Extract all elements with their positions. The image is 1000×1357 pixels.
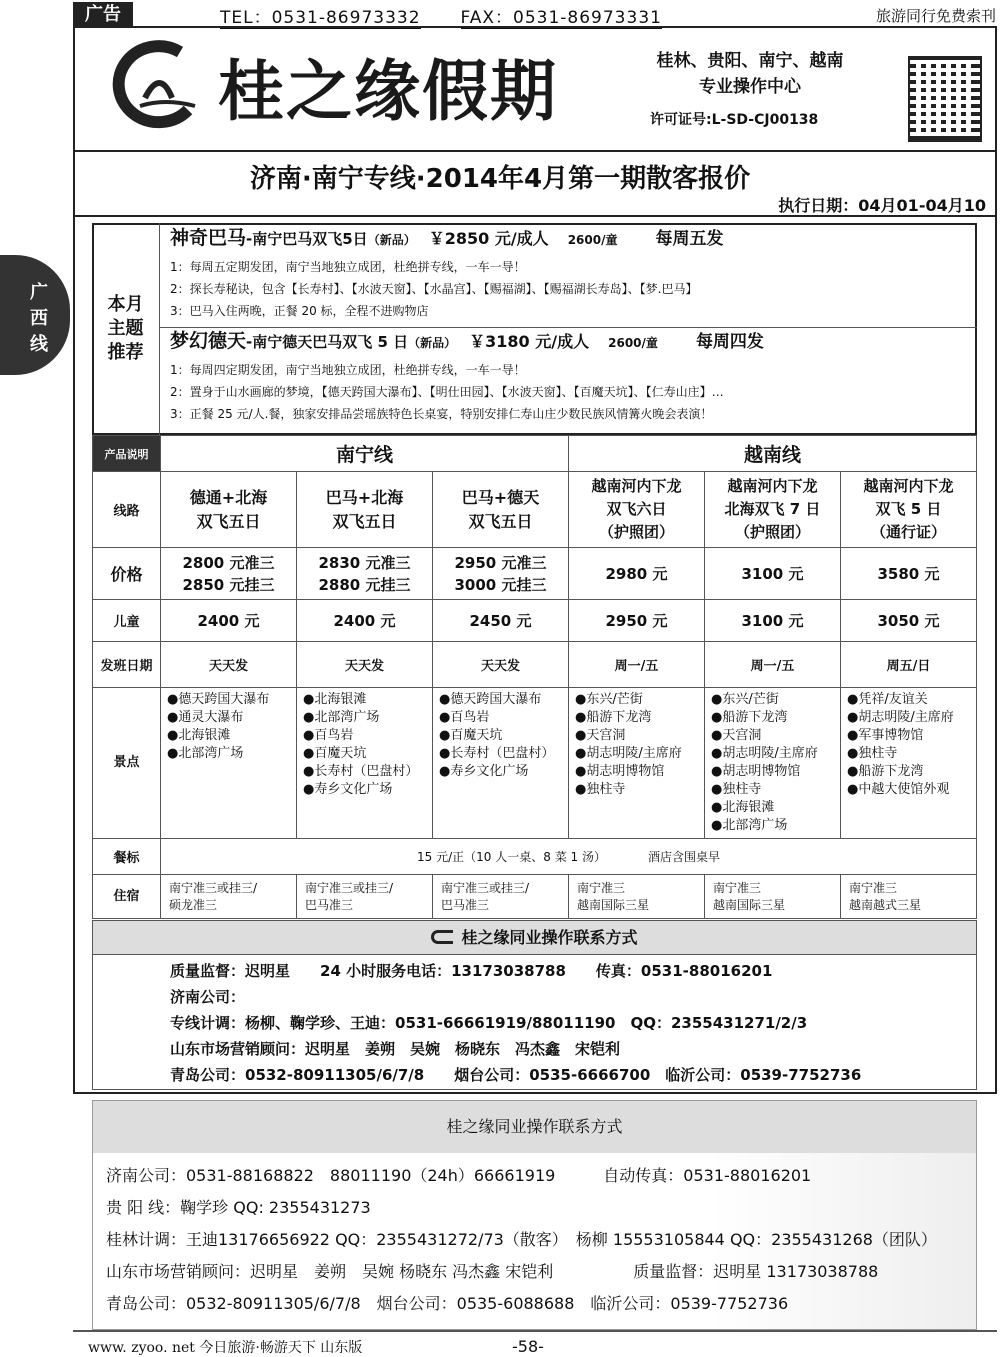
spot-item: ●天宫洞 <box>711 728 762 743</box>
spot-item: ●凭祥/友谊关 <box>847 692 928 707</box>
hotel-line: 巴马准三 <box>305 897 354 912</box>
product-label: 产品说明 <box>93 436 161 472</box>
contact-bar <box>92 920 977 955</box>
spot-item: ●长寿村（巴盘村） <box>303 764 419 779</box>
bottom-line: 济南公司：0531-88168822 88011190（24h）66661919 自动传真：0531-88016201 <box>106 1166 812 1185</box>
row-label: 发班日期 <box>93 642 161 688</box>
price-line: 2850 元挂三 <box>182 575 275 594</box>
depart-row <box>93 642 977 688</box>
route-line: 越南河内下龙 <box>591 477 682 495</box>
product-route: -南宁德天巴马双飞 5 日 <box>246 333 409 351</box>
hotel-line: 南宁准三或挂三/ <box>169 880 258 895</box>
spot-item: ●百鸟岩 <box>303 728 354 743</box>
spot-item: ●北海银滩 <box>303 692 367 707</box>
meal-cell: 15 元/正（10 人一桌、8 菜 1 汤） 酒店含围桌早 <box>161 839 977 875</box>
product-title: 梦幻德天 <box>170 330 247 352</box>
spot-item: ●胡志明博物馆 <box>575 764 665 779</box>
contact-bar-title: 桂之缘同业操作联系方式 <box>461 928 638 947</box>
route-line: 双飞六日 <box>606 500 667 518</box>
route-line: 巴马+北海 <box>325 487 404 507</box>
theme-label-line: 本月 <box>107 294 144 315</box>
spot-item: ●东兴/芒街 <box>711 692 779 707</box>
hotel-cell <box>841 875 977 919</box>
spot-item: ●天宫洞 <box>575 728 626 743</box>
depart-cell: 周五/日 <box>841 642 977 688</box>
bottom-line: 山东市场营销顾问：迟明星 姜朔 吴婉 杨晓东 冯杰鑫 宋铠利 质量监督：迟明星 13173038788 <box>106 1262 879 1281</box>
route-line: （通行证） <box>870 523 946 541</box>
spot-item: ●中越大使馆外观 <box>847 782 950 797</box>
divider <box>73 150 997 152</box>
bottom-contact-title: 桂之缘同业操作联系方式 <box>93 1101 976 1153</box>
brand-regions <box>640 48 860 100</box>
group-vietnam: 越南线 <box>569 436 977 472</box>
spots-cell <box>705 688 841 839</box>
route-line: 越南河内下龙 <box>863 477 954 495</box>
brand-name: 桂之缘假期 <box>218 52 558 130</box>
depart-cell: 天天发 <box>161 642 297 688</box>
spot-item: ●军事博物馆 <box>847 728 924 743</box>
row-label: 价格 <box>93 548 161 600</box>
brand-regions-line: 桂林、贵阳、南宁、越南 <box>656 51 844 71</box>
depart-cell: 天天发 <box>433 642 569 688</box>
price-cell <box>433 548 569 600</box>
row-label: 线路 <box>93 472 161 548</box>
route-line: 越南河内下龙 <box>727 477 818 495</box>
page-headline: 济南·南宁专线·2014年4月第一期散客报价 <box>249 164 751 194</box>
contact-line: 山东市场营销顾问：迟明星 姜朔 吴婉 杨晓东 冯杰鑫 宋铠利 <box>170 1040 621 1058</box>
hotel-line: 南宁准三或挂三/ <box>441 880 530 895</box>
tel-text: TEL：0531-86973332 <box>220 8 421 28</box>
spots-cell <box>297 688 433 839</box>
depart-cell: 天天发 <box>297 642 433 688</box>
route-line: 双飞五日 <box>332 511 397 531</box>
spot-item: ●北海银滩 <box>711 800 775 815</box>
divider <box>73 215 997 217</box>
spots-cell <box>161 688 297 839</box>
route-line: 巴马+德天 <box>461 487 540 507</box>
spots-row <box>93 688 977 839</box>
hotel-cell <box>569 875 705 919</box>
child-cell: 2950 元 <box>569 600 705 642</box>
spot-item: ●独柱寺 <box>711 782 762 797</box>
product-line: 3：正餐 25 元/人.餐，独家安排品尝瑶族特色长桌宴，特别安排仁寿山庄少数民族风情篝火晚会表演！ <box>170 407 713 421</box>
hotel-row <box>93 875 977 919</box>
product-line: 1：每周五定期发团，南宁当地独立成团，杜绝拼专线，一车一导！ <box>170 260 526 274</box>
ad-tag: 广告 <box>73 2 133 28</box>
contact-line: 专线计调：杨柳、鞠学珍、王迪：0531-66661919/88011190 QQ：2355431271/2/3 <box>170 1014 808 1032</box>
product-price: ￥2850 元/成人 <box>428 229 549 248</box>
route-line: 双飞五日 <box>468 511 533 531</box>
route-cell <box>297 472 433 548</box>
spot-item: ●东兴/芒街 <box>575 692 643 707</box>
child-cell: 2400 元 <box>161 600 297 642</box>
hotel-cell <box>705 875 841 919</box>
price-table <box>92 435 977 919</box>
row-label: 儿童 <box>93 600 161 642</box>
spot-item: ●北部湾广场 <box>303 710 380 725</box>
meal-row <box>93 839 977 875</box>
spot-item: ●百魔天坑 <box>303 746 367 761</box>
product-tag: （新品） <box>367 233 410 247</box>
spot-item: ●通灵大瀑布 <box>167 710 244 725</box>
spot-item: ●寿乡文化广场 <box>439 764 529 779</box>
divider <box>160 327 977 328</box>
contact-block <box>170 958 861 1088</box>
hotel-cell <box>297 875 433 919</box>
theme-label-line: 主题 <box>107 318 144 339</box>
theme-label <box>92 223 160 435</box>
child-cell: 2450 元 <box>433 600 569 642</box>
route-row <box>93 472 977 548</box>
price-line: 2800 元准三 <box>182 553 275 572</box>
child-cell: 3100 元 <box>705 600 841 642</box>
price-cell <box>297 548 433 600</box>
group-nanning: 南宁线 <box>161 436 569 472</box>
price-line: 2880 元挂三 <box>318 575 411 594</box>
side-tab-char: 广 <box>30 282 48 303</box>
spot-item: ●船游下龙湾 <box>711 710 788 725</box>
depart-cell: 周一/五 <box>569 642 705 688</box>
row-label: 景点 <box>93 688 161 839</box>
hotel-line: 越南国际三星 <box>577 897 650 912</box>
side-tab-char: 线 <box>30 334 48 355</box>
row-label: 餐标 <box>93 839 161 875</box>
product-schedule: 每周四发 <box>695 332 764 352</box>
product-price: ￥3180 元/成人 <box>469 332 590 351</box>
product-line: 2：置身于山水画廊的梦境，【德天跨国大瀑布】、【明仕田园】、【水波天窗】、【百魔天坑】、【仁寿山庄】… <box>170 385 724 399</box>
route-cell <box>569 472 705 548</box>
price-cell: 3580 元 <box>841 548 977 600</box>
spot-item: ●北海银滩 <box>167 728 231 743</box>
spot-item: ●船游下龙湾 <box>847 764 924 779</box>
bottom-line: 贵 阳 线：鞠学珍 QQ: 2355431273 <box>106 1198 371 1217</box>
license-number: 许可证号:L-SD-CJ00138 <box>650 112 819 128</box>
contact-line: 青岛公司：0532-80911305/6/7/8 烟台公司：0535-6666700 临沂公司：0539-7752736 <box>170 1066 862 1084</box>
price-cell: 2980 元 <box>569 548 705 600</box>
route-line: 双飞五日 <box>196 511 261 531</box>
date-range: 执行日期：04月01-04月10 <box>778 196 986 215</box>
route-cell <box>433 472 569 548</box>
qr-code-icon <box>908 56 982 142</box>
product-item <box>170 331 764 425</box>
footer-divider <box>73 1330 997 1332</box>
contact-topline <box>220 3 702 28</box>
route-line: （护照团） <box>598 523 674 541</box>
spot-item: ●独柱寺 <box>847 746 898 761</box>
hotel-line: 巴马准三 <box>441 897 490 912</box>
depart-cell: 周一/五 <box>705 642 841 688</box>
product-item <box>170 228 724 322</box>
spot-item: ●胡志明陵/主席府 <box>711 746 818 761</box>
route-cell <box>161 472 297 548</box>
hotel-cell <box>161 875 297 919</box>
spot-item: ●百鸟岩 <box>439 710 490 725</box>
fax-text: FAX：0531-86973331 <box>460 8 662 28</box>
magazine-slogan: 旅游同行免费索刊 <box>875 7 996 25</box>
price-cell: 3100 元 <box>705 548 841 600</box>
hotel-line: 南宁准三或挂三/ <box>305 880 394 895</box>
section-side-tab <box>0 255 70 375</box>
page-number: -58- <box>512 1337 544 1356</box>
price-line: 3000 元挂三 <box>454 575 547 594</box>
child-row <box>93 600 977 642</box>
side-tab-char: 西 <box>30 308 48 329</box>
route-line: 北海双飞 7 日 <box>724 500 821 518</box>
brand-center-line: 专业操作中心 <box>699 77 801 97</box>
spot-item: ●胡志明陵/主席府 <box>847 710 954 725</box>
product-title: 神奇巴马 <box>170 227 247 249</box>
product-child-price: 2600/童 <box>608 336 658 350</box>
route-line: 德通+北海 <box>189 487 268 507</box>
spot-item: ●百魔天坑 <box>439 728 503 743</box>
spots-cell <box>841 688 977 839</box>
hotel-cell <box>433 875 569 919</box>
hotel-line: 南宁准三 <box>849 880 898 895</box>
footer-site: www. zyoo. net 今日旅游·畅游天下 山东版 <box>88 1340 363 1356</box>
bottom-line: 青岛公司：0532-80911305/6/7/8 烟台公司：0535-6088688 临沂公司：0539-7752736 <box>106 1294 789 1313</box>
route-line: 双飞 5 日 <box>875 500 942 518</box>
spot-item: ●德天跨国大瀑布 <box>167 692 270 707</box>
spot-item: ●德天跨国大瀑布 <box>439 692 542 707</box>
spot-item: ●胡志明陵/主席府 <box>575 746 682 761</box>
row-label: 住宿 <box>93 875 161 919</box>
spots-cell <box>569 688 705 839</box>
product-line: 1：每周四定期发团，南宁当地独立成团，杜绝拼专线，一车一导！ <box>170 363 526 377</box>
spot-item: ●船游下龙湾 <box>575 710 652 725</box>
contact-line: 济南公司： <box>170 988 246 1006</box>
theme-label-line: 推荐 <box>107 342 144 363</box>
spot-item: ●胡志明博物馆 <box>711 764 801 779</box>
product-schedule: 每周五发 <box>655 229 724 249</box>
price-line: 2830 元准三 <box>318 553 411 572</box>
hotel-line: 南宁准三 <box>713 880 762 895</box>
price-row <box>93 548 977 600</box>
contact-line: 质量监督：迟明星 24 小时服务电话：13173038788 传真：0531-88016201 <box>170 962 773 980</box>
child-cell: 2400 元 <box>297 600 433 642</box>
hotel-line: 越南国际三星 <box>713 897 786 912</box>
spot-item: ●北部湾广场 <box>167 746 244 761</box>
product-line: 3：巴马入住两晚，正餐 20 标，全程不进购物店 <box>170 304 429 318</box>
price-cell <box>161 548 297 600</box>
spot-item: ●北部湾广场 <box>711 818 788 833</box>
child-cell: 3050 元 <box>841 600 977 642</box>
spot-item: ●长寿村（巴盘村） <box>439 746 555 761</box>
hotel-line: 越南越式三星 <box>849 897 922 912</box>
spot-item: ●独柱寺 <box>575 782 626 797</box>
bottom-line: 桂林计调：王迪13176656922 QQ：2355431272/73（散客） 杨柳 15553105844 QQ：2355431268（团队） <box>106 1230 937 1249</box>
route-cell <box>705 472 841 548</box>
price-line: 2950 元准三 <box>454 553 547 572</box>
bottom-contact-text <box>106 1160 937 1320</box>
route-cell <box>841 472 977 548</box>
product-child-price: 2600/童 <box>567 233 618 247</box>
product-route: -南宁巴马双飞5日 <box>246 230 368 248</box>
small-logo-icon <box>431 930 453 944</box>
route-line: （护照团） <box>734 523 810 541</box>
hotel-line: 南宁准三 <box>577 880 626 895</box>
product-tag: （新品） <box>408 336 451 350</box>
spots-cell <box>433 688 569 839</box>
hotel-line: 硕龙准三 <box>169 897 218 912</box>
spot-item: ●寿乡文化广场 <box>303 782 393 797</box>
brand-logo-icon <box>110 40 210 130</box>
product-line: 2：探长寿秘诀，包含【长寿村】、【水波天窗】、【水晶宫】、【赐福湖】、【赐福湖长寿岛】、【梦.巴马】 <box>170 282 698 296</box>
